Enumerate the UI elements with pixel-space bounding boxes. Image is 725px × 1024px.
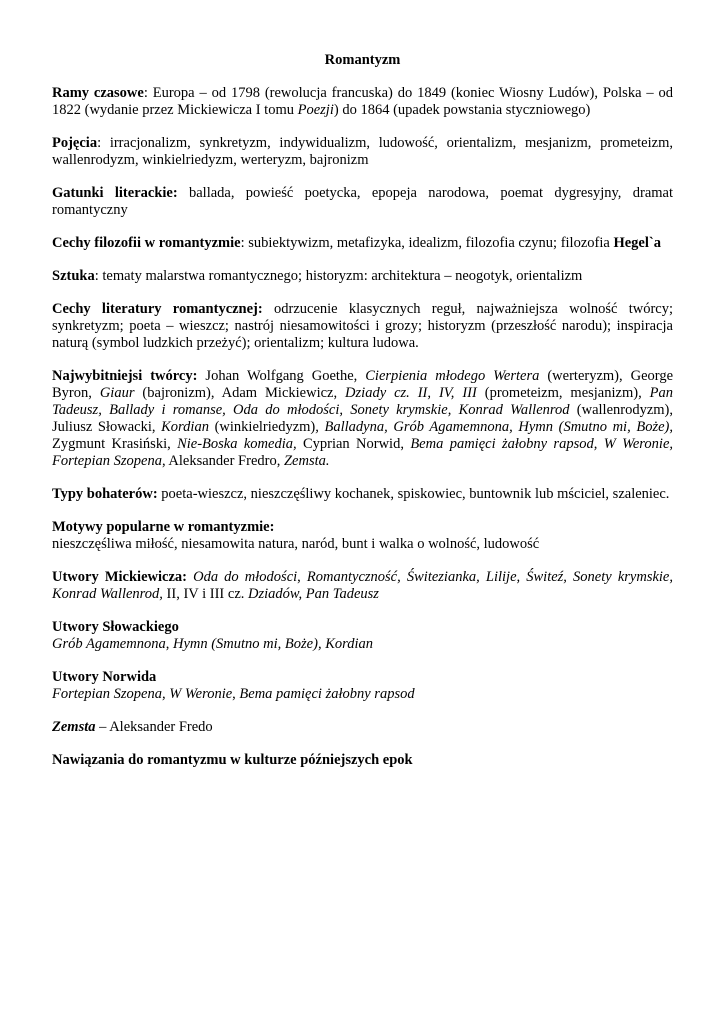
label-cechy-literatury: Cechy literatury romantycznej:: [52, 301, 263, 317]
label-mickiewicz: Utwory Mickiewicza:: [52, 569, 187, 585]
section-tworcy: Najwybitniejsi twórcy: Johan Wolfgang Goethe, Cierpienia młodego Wertera (werteryzm), George Byron, Giaur (bajronizm), Adam Mickiewicz, Dziady cz. II, IV, III (prometeizm, mesjanizm), Pan Tadeusz, Ballady i romanse, Oda do młodości, Sonety krymskie, Konrad Wallenrod (wallenrodyzm), Juliusz Słowacki, Kordian (winkielriedyzm), Balladyna, Grób Agamemnona, Hymn (Smutno mi, Boże), Zygmunt Krasiński, Nie-Boska komedia, Cyprian Norwid, Bema pamięci żałobny rapsod, W Weronie, Fortepian Szopena, Aleksander Fredro, Zemsta.: [52, 368, 674, 469]
section-sztuka: Sztuka: tematy malarstwa romantycznego; historyzm: architektura – neogotyk, orientalizm: [52, 268, 583, 284]
section-motywy: Motywy popularne w romantyzmie: nieszczęśliwa miłość, niesamowita natura, naród, bunt i walka o wolność, ludowość: [52, 519, 540, 552]
section-gatunki: Gatunki literackie: ballada, powieść poetycka, epopeja narodowa, poemat dygresyjny, dramat romantyczny: [52, 185, 673, 218]
label-motywy: Motywy popularne w romantyzmie:: [52, 519, 275, 535]
label-cechy-filozofii: Cechy filozofii w romantyzmie: [52, 235, 241, 251]
label-sztuka: Sztuka: [52, 268, 95, 284]
section-cechy-literatury: Cechy literatury romantycznej: odrzucenie klasycznych reguł, najważniejsza wolność twórcy; synkretyzm; poeta – wieszcz; nastrój niesamowitości i grozy; historyzm (przeszłość narodu); inspiracja naturą (symbol ludzkich przeżyć); orientalizm; kultura ludowa.: [52, 301, 673, 351]
label-tworcy: Najwybitniejsi twórcy:: [52, 368, 198, 384]
label-slowacki: Utwory Słowackiego: [52, 619, 179, 635]
section-ramy-czasowe: Ramy czasowe: Europa – od 1798 (rewolucja francuska) do 1849 (koniec Wiosny Ludów), Polska – od 1822 (wydanie przez Mickiewicza I tomu Poezji) do 1864 (upadek powstania styczniowego): [52, 85, 673, 118]
page-title: Romantyzm: [324, 52, 401, 68]
label-zemsta: Zemsta: [52, 719, 96, 735]
label-ramy: Ramy czasowe: [52, 85, 144, 101]
section-pojecia: Pojęcia: irracjonalizm, synkretyzm, indywidualizm, ludowość, orientalizm, mesjanizm, prometeizm, wallenrodyzm, winkielriedyzm, werteryzm, bajronizm: [52, 135, 673, 168]
label-gatunki: Gatunki literackie:: [52, 185, 178, 201]
section-utwory-slowackiego: Utwory Słowackiego Grób Agamemnona, Hymn (Smutno mi, Boże), Kordian: [52, 619, 373, 652]
label-norwid: Utwory Norwida: [52, 669, 157, 685]
section-zemsta: Zemsta – Aleksander Fredo: [52, 719, 213, 735]
section-utwory-norwida: Utwory Norwida Fortepian Szopena, W Weronie, Bema pamięci żałobny rapsod: [52, 669, 415, 702]
section-typy-bohaterow: Typy bohaterów: poeta-wieszcz, nieszczęśliwy kochanek, spiskowiec, buntownik lub mściciel, szaleniec.: [52, 486, 670, 502]
section-cechy-filozofii: Cechy filozofii w romantyzmie: subiektywizm, metafizyka, idealizm, filozofia czynu; filozofia Hegel`a: [52, 235, 661, 251]
label-pojecia: Pojęcia: [52, 135, 98, 151]
section-nawiazania: Nawiązania do romantyzmu w kulturze późniejszych epok: [52, 752, 413, 768]
label-typy: Typy bohaterów:: [52, 486, 158, 502]
section-utwory-mickiewicza: Utwory Mickiewicza: Oda do młodości, Romantyczność, Świtezianka, Lilije, Świteź, Sonety krymskie, Konrad Wallenrod, II, IV i III cz. Dziadów, Pan Tadeusz: [52, 569, 673, 602]
